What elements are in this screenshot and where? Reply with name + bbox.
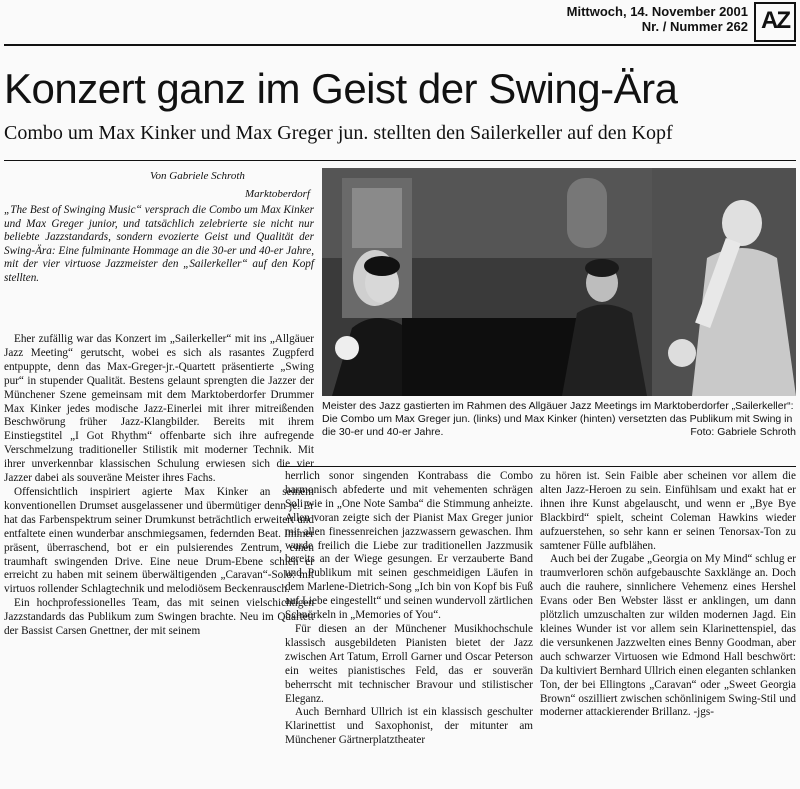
photo-credit: Foto: Gabriele Schroth xyxy=(690,426,796,438)
paragraph: Offensichtlich inspiriert agierte Max Kinker an seinem konventionellen Drumset ausgelassener und übermütiger denn je. Er hat das Farbenspektrum seiner Drumkunst beträchtlich erweitert und entfaltete einen wunderbar anschmiegsamen, federnden Beat. Immer präsent, überraschend, bot er ein pulsierendes Zentrum, einen traumhaft swingenden Drive. Eine neue Drum-Ebene schien er erreicht zu haben mit seinem überwältigenden „Caravan“-Solo: mit virtuos rollender Schlagtechnik und melodiösem Beckenrausch. xyxy=(4,485,314,596)
article-lead: „The Best of Swinging Music“ versprach die Combo um Max Kinker und Max Greger junior, und tatsächlich zelebrierte sie nicht nur beliebte Jazzstandards, sondern evozierte Geist und Qualität der Swing-Ära: Eine fulminante Hommage an die 30-er und 40-er Jahre, mit der vier virtuose Jazzmeister den „Sailerkeller“ auf den Kopf stellten. xyxy=(4,204,314,284)
paragraph: Für diesen an der Münchener Musikhochschule klassisch ausgebildeten Pianisten bietet der Jazz zwischen Art Tatum, Erroll Garner und Oscar Peterson ein weites pianistisches Feld, das er souverän beherrscht mit technischer Bravour und stilistischer Eleganz. xyxy=(285,622,533,705)
article-column-2 xyxy=(285,470,533,748)
headline-rule xyxy=(4,160,796,161)
paragraph xyxy=(540,553,796,720)
article-headline: Konzert ganz im Geist der Swing-Ära xyxy=(4,65,678,112)
caption-divider xyxy=(280,466,796,467)
photo-caption-text: Meister des Jazz gastierten im Rahmen des Allgäuer Jazz Meetings im Marktoberdorfer „Sailerkeller“: Die Combo um Max Greger jun. (links) und Max Kinker (hinten) versetzten das Publikum mit Swing in die 30-er und 40-er Jahre. xyxy=(322,400,794,438)
article-column-1 xyxy=(4,333,314,639)
concert-photo xyxy=(322,168,796,396)
masthead-date-block xyxy=(538,4,748,34)
paragraph: Auch Bernhard Ullrich ist ein klassisch geschulter Klarinettist und Saxophonist, der mitunter am Münchener Gärtnerplatztheater xyxy=(285,706,533,747)
newspaper-logo: AZ xyxy=(754,2,796,42)
photo-caption xyxy=(322,400,796,439)
masthead-issue: Nr. / Nummer 262 xyxy=(641,19,748,34)
paragraph: Ein hochprofessionelles Team, das mit seinen vielschichtigen Jazzstandards das Publikum zum Swingen brachte. Neu im Quartett der Bassist Carsen Gnettner, der mit seinem xyxy=(4,597,314,638)
byline: Von Gabriele Schroth xyxy=(150,170,245,182)
dateline-place: Marktoberdorf xyxy=(245,188,310,200)
end-mark: -jgs- xyxy=(693,706,714,719)
paragraph: zu hören ist. Sein Faible aber scheinen vor allem die alten Jazz-Heroen zu sein. Einfühlsam und exakt hat er ihnen ihre Kunst abgelauscht, und wenn er „Bye Bye Blackbird“ spielt, scheint Coleman Hawkins wieder aufzuerstehen, so sehr kann er seinen Tenorsax-Ton zu samtener Fülle aufblähen. xyxy=(540,470,796,552)
concert-photo-image xyxy=(322,168,796,396)
article-column-3 xyxy=(540,470,796,720)
paragraph-text: Auch bei der Zugabe „Georgia on My Mind“ schlug er traumverloren schön aufgebauschte Saxklänge an. Doch auch die rauhere, sinnlichere Vehemenz eines Hershel Evans oder Ben Webster lässt er anklingen, um dann plötzlich umzuschalten zur wilden modernen Jagd. Ein kleines Wunder ist vor allem sein Klarinettenspiel, das die versunkenen Jazzwelten eines Benny Goodman, aber auch schwarzer Virtuosen wie Edmond Hall beschwört: Da kultiviert Bernhard Ullrich einen eleganten schlanken Ton, der bei Ellingtons „Caravan“ oder „Sweet Georgia Brown“ oszilliert zwischen schönlinigem Swing-Stil und moderner attackierender Brillanz. xyxy=(540,553,796,719)
top-rule xyxy=(4,44,796,46)
masthead-date: Mittwoch, 14. November 2001 xyxy=(566,4,748,19)
article-subheadline: Combo um Max Kinker und Max Greger jun. stellten den Sailerkeller auf den Kopf xyxy=(4,122,673,144)
paragraph: herrlich sonor singenden Kontrabass die Combo harmonisch abfederte und mit vehementen schrägen Soli wie in „One Note Samba“ die Stimmung anheizte. Allen voran zeigte sich der Pianist Max Greger junior mit allen finessenreichen jazzwassern gewaschen. Ihm wurde freilich die Liebe zur traditionellen Jazzmusik bereits an der Wiege gesungen. Er verzauberte Band und Publikum mit seinen geschmeidigen Läufen in dem Marlene-Dietrich-Song „Ich bin von Kopf bis Fuß auf Liebe eingestellt“ und seinen wundervoll zärtlichen Schnörkeln in „Memories of You“. xyxy=(285,470,533,622)
paragraph: Eher zufällig war das Konzert im „Sailerkeller“ mit ins „Allgäuer Jazz Meeting“ gerutscht, wobei es sich als rasantes Zugpferd entpuppte, denn das Max-Greger-jr.-Quartett präsentierte „Swing pur“ in stupender Qualität. Bestens gelaunt sprengten die Jazzer der Münchener Szene gemeinsam mit dem Marktoberdorfer Drummer Max Kinker jedes modische Jazz-Einerlei mit ihrer mitreißenden Beschwörung früher Jazz-Klangbilder. Bereits mit ihrem Einstiegstitel „I Got Rhythm“ offenbarte sich ihre aufregende Verschmelzung traditioneller Stilistik mit moderner Technik. Mit ihrer unverkennbar klassischen Schulung erwiesen sich die vier Jazzer dabei als souveräne Meister ihres Fachs. xyxy=(4,333,314,485)
